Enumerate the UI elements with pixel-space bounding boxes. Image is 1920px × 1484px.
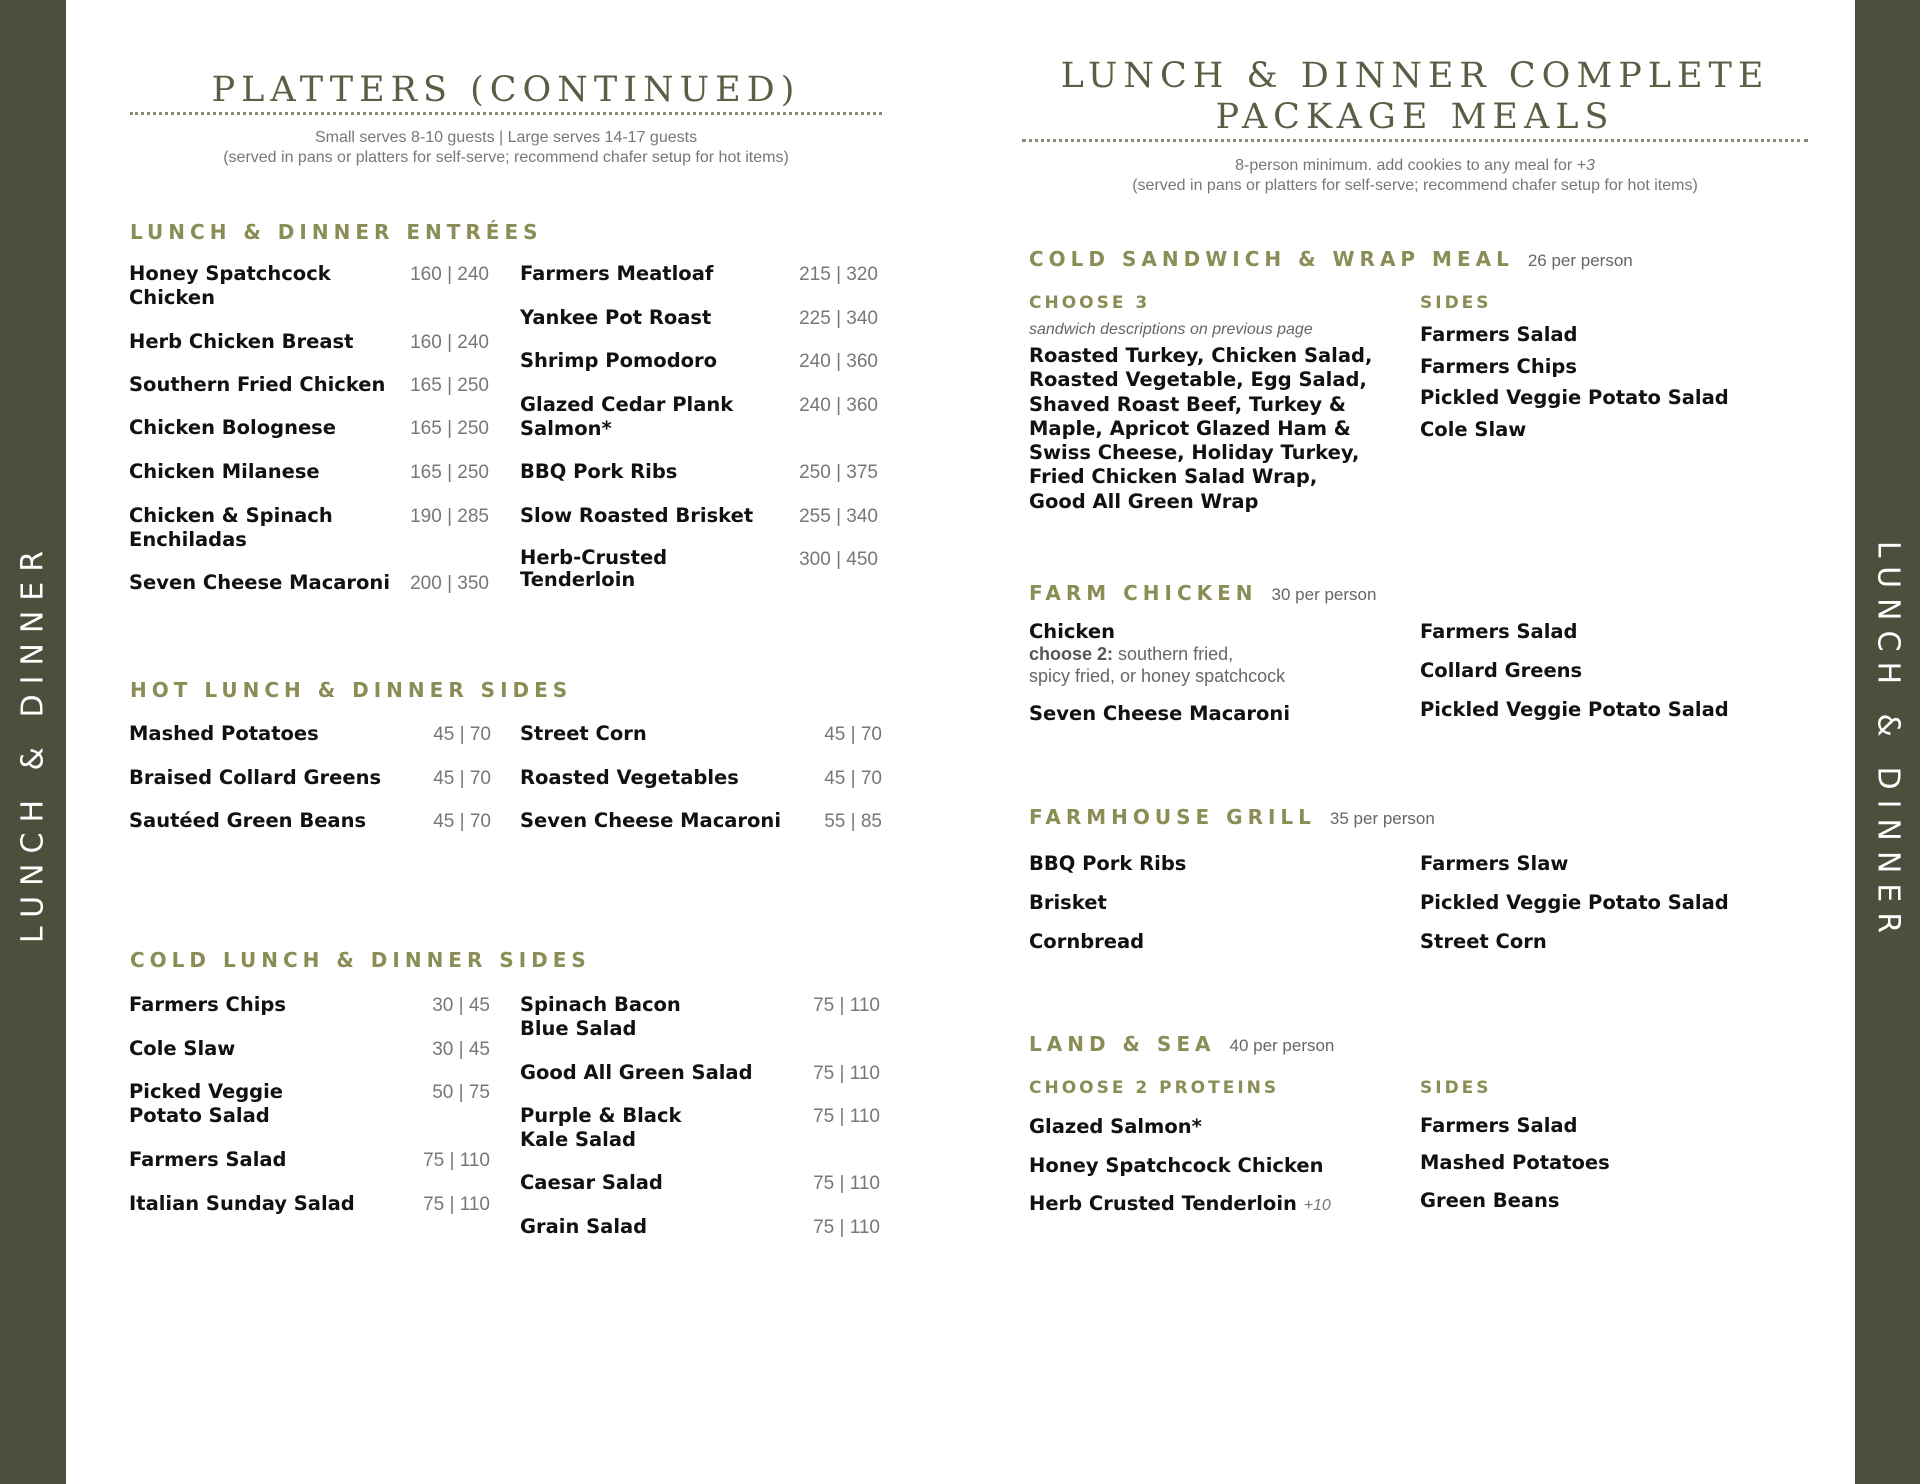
menu-item [129, 1037, 490, 1080]
item-price: 215 | 320 [799, 264, 878, 285]
main-item: Cornbread [1029, 930, 1145, 953]
side-item: Pickled Veggie Potato Salad [1420, 386, 1729, 409]
item-price: 165 | 250 [410, 375, 489, 396]
sides-label: SIDES [1420, 293, 1492, 313]
menu-item [129, 504, 489, 571]
hot-sides-column-2 [520, 722, 882, 853]
side-item: Farmers Salad [1420, 323, 1578, 346]
choose-prefix: choose 2: [1029, 644, 1114, 664]
farmhouse-grill-title [1029, 805, 1435, 829]
proteins-label: CHOOSE 2 PROTEINS [1029, 1078, 1280, 1098]
serving-note-line: Small serves 8-10 guests | Large serves 14-17 guests [314, 129, 698, 146]
side-band-label: LUNCH & DINNER [15, 540, 51, 944]
item-name: Chicken & Spinach Enchiladas [129, 504, 333, 551]
cold-sides-column-2 [520, 993, 880, 1259]
item-price: 75 | 110 [423, 1194, 490, 1215]
menu-item [520, 1171, 880, 1215]
protein-item: Glazed Salmon* [1029, 1115, 1202, 1138]
package-name: LAND & SEA [1029, 1032, 1216, 1056]
side-item: Mashed Potatoes [1420, 1151, 1610, 1174]
right-side-band [1855, 0, 1920, 1484]
item-price: 190 | 285 [410, 506, 489, 527]
item-name: Glazed Cedar Plank Salmon* [520, 393, 734, 440]
side-item: Pickled Veggie Potato Salad [1420, 891, 1729, 914]
package-name: FARM CHICKEN [1029, 581, 1258, 605]
menu-item [520, 349, 878, 393]
main-item: Seven Cheese Macaroni [1029, 702, 1291, 725]
item-name: Chicken Bolognese [129, 416, 337, 439]
title-divider [1022, 139, 1808, 142]
menu-item [129, 766, 491, 809]
cookie-price: +3 [1576, 157, 1595, 174]
menu-item [520, 547, 878, 597]
menu-item [520, 393, 878, 460]
hot-sides-section-title: HOT LUNCH & DINNER SIDES [130, 678, 573, 702]
side-item: Collard Greens [1420, 659, 1583, 682]
menu-item [129, 460, 489, 504]
menu-item [520, 1104, 880, 1171]
item-price: 50 | 75 [432, 1082, 490, 1103]
main-item: Chicken [1029, 620, 1115, 643]
sandwich-choices: Roasted Turkey, Chicken Salad, Roasted Vegetable, Egg Salad, Shaved Roast Beef, Turkey & Maple, Apricot Glazed Ham & Swiss Cheese, Holiday Turkey, Fried Chicken Salad Wrap, Good All Green Wrap [1029, 344, 1373, 513]
side-item: Farmers Salad [1420, 620, 1578, 643]
menu-item [129, 993, 490, 1037]
item-name: Sautéed Green Beans [129, 809, 367, 832]
item-price: 75 | 110 [813, 1217, 880, 1238]
item-name: Street Corn [520, 722, 647, 745]
item-price: 45 | 70 [824, 768, 882, 789]
menu-item [129, 1148, 490, 1192]
main-item: BBQ Pork Ribs [1029, 852, 1187, 875]
item-price: 300 | 450 [799, 549, 878, 570]
choose-label: CHOOSE 3 [1029, 293, 1151, 313]
menu-item [129, 330, 489, 373]
farm-chicken-title [1029, 581, 1376, 605]
item-name: Yankee Pot Roast [520, 306, 712, 329]
side-item: Cole Slaw [1420, 418, 1527, 441]
item-price: 30 | 45 [432, 995, 490, 1016]
side-item: Green Beans [1420, 1189, 1560, 1212]
page-title [1022, 56, 1808, 138]
package-price: 26 per person [1527, 251, 1633, 270]
title-divider [130, 112, 882, 115]
item-name: Mashed Potatoes [129, 722, 319, 745]
land-sea-title [1029, 1032, 1334, 1056]
package-price: 35 per person [1329, 809, 1435, 828]
chicken-options-line [1029, 643, 1285, 665]
item-price: 75 | 110 [813, 1173, 880, 1194]
item-name: Chicken Milanese [129, 460, 320, 483]
side-band-label: LUNCH & DINNER [1870, 540, 1905, 944]
item-price: 75 | 110 [813, 1106, 880, 1127]
item-name: Italian Sunday Salad [129, 1192, 355, 1215]
menu-item [129, 1192, 490, 1236]
page-title-line: LUNCH & DINNER COMPLETE [1060, 56, 1770, 96]
item-name: Purple & Black Kale Salad [520, 1104, 682, 1151]
protein-name: Herb Crusted Tenderloin [1029, 1192, 1297, 1215]
item-price: 240 | 360 [799, 395, 878, 416]
item-price: 75 | 110 [813, 995, 880, 1016]
item-name: Seven Cheese Macaroni [520, 809, 782, 832]
sandwich-meal-title [1029, 247, 1633, 271]
menu-item [129, 722, 491, 766]
item-name: Picked Veggie Potato Salad [129, 1080, 284, 1127]
package-note [1022, 156, 1808, 196]
item-name: BBQ Pork Ribs [520, 460, 678, 483]
menu-item [129, 416, 489, 460]
item-name: Slow Roasted Brisket [520, 504, 754, 527]
hot-sides-column-1 [129, 722, 491, 853]
page-title: PLATTERS (CONTINUED) [211, 70, 801, 110]
cold-sides-section-title: COLD LUNCH & DINNER SIDES [130, 948, 591, 972]
side-item: Street Corn [1420, 930, 1547, 953]
side-item: Farmers Salad [1420, 1114, 1578, 1137]
cookie-note: 8-person minimum. add cookies to any meal for [1235, 157, 1577, 174]
item-name: Herb-Crusted Tenderloin [520, 546, 668, 591]
menu-item [129, 373, 489, 416]
package-price: 30 per person [1271, 585, 1377, 604]
item-name: Honey Spatchcock Chicken [129, 262, 331, 309]
package-price: 40 per person [1229, 1036, 1335, 1055]
menu-item [520, 722, 882, 766]
entrees-column-2 [520, 262, 878, 597]
menu-item [520, 504, 878, 547]
side-item: Farmers Chips [1420, 355, 1577, 378]
choose-options: southern fried, [1118, 644, 1234, 664]
left-side-band [0, 0, 66, 1484]
item-name: Grain Salad [520, 1215, 648, 1238]
menu-item [520, 460, 878, 504]
item-price: 255 | 340 [799, 506, 878, 527]
chicken-options [1029, 643, 1285, 687]
item-name: Shrimp Pomodoro [520, 349, 718, 372]
package-note-line [1022, 156, 1808, 176]
item-price: 45 | 70 [433, 811, 491, 832]
item-name: Seven Cheese Macaroni [129, 571, 391, 594]
serving-note [130, 128, 882, 168]
item-name: Spinach Bacon Blue Salad [520, 993, 681, 1040]
menu-item [520, 306, 878, 349]
menu-item [520, 993, 880, 1061]
main-item: Brisket [1029, 891, 1107, 914]
menu-item [129, 1080, 490, 1148]
item-name: Farmers Chips [129, 993, 286, 1016]
package-name: COLD SANDWICH & WRAP MEAL [1029, 247, 1514, 271]
side-item: Farmers Slaw [1420, 852, 1569, 875]
item-price: 250 | 375 [799, 462, 878, 483]
item-price: 160 | 240 [410, 264, 489, 285]
item-price: 75 | 110 [423, 1150, 490, 1171]
sides-label: SIDES [1420, 1078, 1492, 1098]
item-name: Southern Fried Chicken [129, 373, 386, 396]
entrees-section-title: LUNCH & DINNER ENTRÉES [130, 220, 543, 244]
item-name: Caesar Salad [520, 1171, 663, 1194]
item-name: Herb Chicken Breast [129, 330, 354, 353]
protein-item: Honey Spatchcock Chicken [1029, 1154, 1324, 1177]
menu-item [520, 766, 882, 809]
item-price: 30 | 45 [432, 1039, 490, 1060]
package-name: FARMHOUSE GRILL [1029, 805, 1316, 829]
package-note-line: (served in pans or platters for self-serve; recommend chafer setup for hot items) [1132, 177, 1698, 194]
menu-item [129, 809, 491, 853]
item-name: Roasted Vegetables [520, 766, 739, 789]
item-name: Braised Collard Greens [129, 766, 382, 789]
upcharge: +10 [1303, 1197, 1331, 1214]
item-price: 225 | 340 [799, 308, 878, 329]
item-price: 165 | 250 [410, 462, 489, 483]
protein-item [1029, 1192, 1331, 1218]
entrees-column-1 [129, 262, 489, 615]
item-name: Farmers Salad [129, 1148, 287, 1171]
menu-item [129, 262, 489, 309]
menu-item [129, 571, 489, 615]
menu-item [520, 262, 878, 306]
side-item: Pickled Veggie Potato Salad [1420, 698, 1729, 721]
item-price: 240 | 360 [799, 351, 878, 372]
item-name: Good All Green Salad [520, 1061, 753, 1084]
sandwich-note: sandwich descriptions on previous page [1029, 321, 1313, 338]
serving-note-line: (served in pans or platters for self-serve; recommend chafer setup for hot items) [223, 149, 789, 166]
menu-item [520, 1215, 880, 1259]
chicken-options-line: spicy fried, or honey spatchcock [1029, 666, 1286, 686]
item-price: 165 | 250 [410, 418, 489, 439]
item-price: 75 | 110 [813, 1063, 880, 1084]
item-price: 55 | 85 [824, 811, 882, 832]
cold-sides-column-1 [129, 993, 490, 1236]
item-name: Farmers Meatloaf [520, 262, 714, 285]
item-price: 45 | 70 [824, 724, 882, 745]
menu-item [520, 1061, 880, 1104]
item-name: Cole Slaw [129, 1037, 236, 1060]
menu-item [520, 809, 882, 853]
item-price: 160 | 240 [410, 332, 489, 353]
item-price: 45 | 70 [433, 724, 491, 745]
page-title-line: PACKAGE MEALS [1215, 97, 1615, 137]
item-price: 45 | 70 [433, 768, 491, 789]
item-price: 200 | 350 [410, 573, 489, 594]
